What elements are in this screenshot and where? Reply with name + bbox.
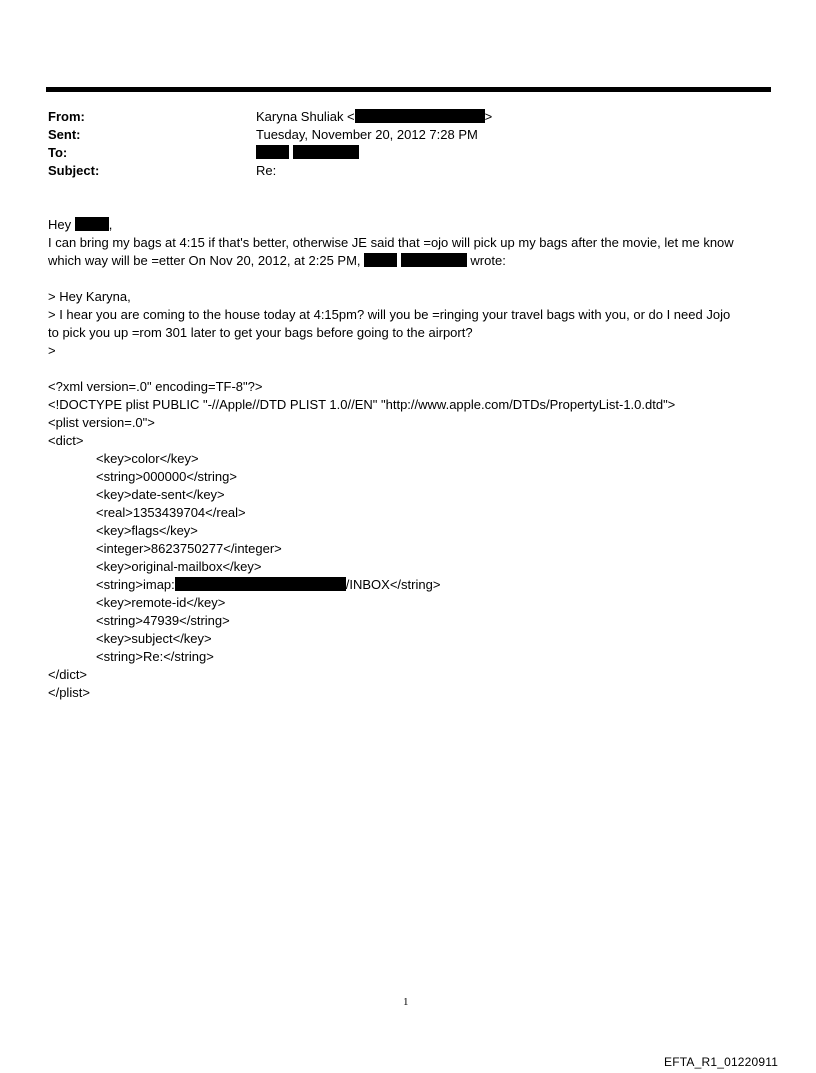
greeting-text: Hey [48,217,72,232]
sent-label: Sent: [48,127,81,142]
redaction-block [401,253,467,267]
redaction-block [175,577,346,591]
xml-line: <integer>8623750277</integer> [96,541,282,556]
to-value [256,144,359,162]
sent-value: Tuesday, November 20, 2012 7:28 PM [256,127,478,142]
xml-line: <real>1353439704</real> [96,505,246,520]
quoted-line: to pick you up =rom 301 later to get your bags before going to the airport? [48,325,473,340]
redaction-block [364,253,397,267]
subject-label: Subject: [48,163,100,178]
body-line-text: wrote: [470,253,506,268]
redaction-block [75,217,109,231]
xml-line: <dict> [48,433,84,448]
greeting [48,216,768,234]
xml-line: <key>original-mailbox</key> [96,559,262,574]
xml-line: <string>000000</string> [96,469,237,484]
greeting-comma: , [108,217,113,232]
xml-line: <key>subject</key> [96,631,212,646]
xml-line-text: /INBOX</string> [345,577,441,592]
body-line [48,252,768,270]
from-label: From: [48,109,85,124]
from-value [256,108,492,126]
quoted-line: > I hear you are coming to the house today at 4:15pm? will you be =ringing your travel bags with you, or do I need Jojo [48,307,731,322]
body-line: I can bring my bags at 4:15 if that's better, otherwise JE said that =ojo will pick up my bags after the movie, let me know [48,235,734,250]
bates-number: EFTA_R1_01220911 [664,1055,779,1069]
quoted-line: > [48,343,56,358]
xml-line: </dict> [48,667,88,682]
to-label: To: [48,145,68,160]
xml-line: <?xml version=.0" encoding=TF-8"?> [48,379,263,394]
xml-line: <string>Re:</string> [96,649,214,664]
redaction-block [256,145,289,159]
xml-line: <key>remote-id</key> [96,595,226,610]
from-name: Karyna Shuliak < [256,109,355,124]
xml-line: <!DOCTYPE plist PUBLIC "-//Apple//DTD PLIST 1.0//EN" "http://www.apple.com/DTDs/PropertyList-1.0.dtd"> [48,397,676,412]
header-rule [46,87,771,92]
xml-line: <key>date-sent</key> [96,487,225,502]
subject-value: Re: [256,163,277,178]
from-close: > [484,109,493,124]
xml-line: </plist> [48,685,90,700]
xml-line [96,576,440,594]
quoted-line: > Hey Karyna, [48,289,131,304]
xml-line: <string>47939</string> [96,613,230,628]
xml-line-text: <string>imap: [96,577,175,592]
xml-line: <key>color</key> [96,451,199,466]
xml-line: <plist version=.0"> [48,415,155,430]
redaction-block [293,145,359,159]
body-line-text: which way will be =etter On Nov 20, 2012, at 2:25 PM, [48,253,361,268]
redaction-block [355,109,485,123]
page-number: 1 [403,996,409,1008]
xml-line: <key>flags</key> [96,523,198,538]
